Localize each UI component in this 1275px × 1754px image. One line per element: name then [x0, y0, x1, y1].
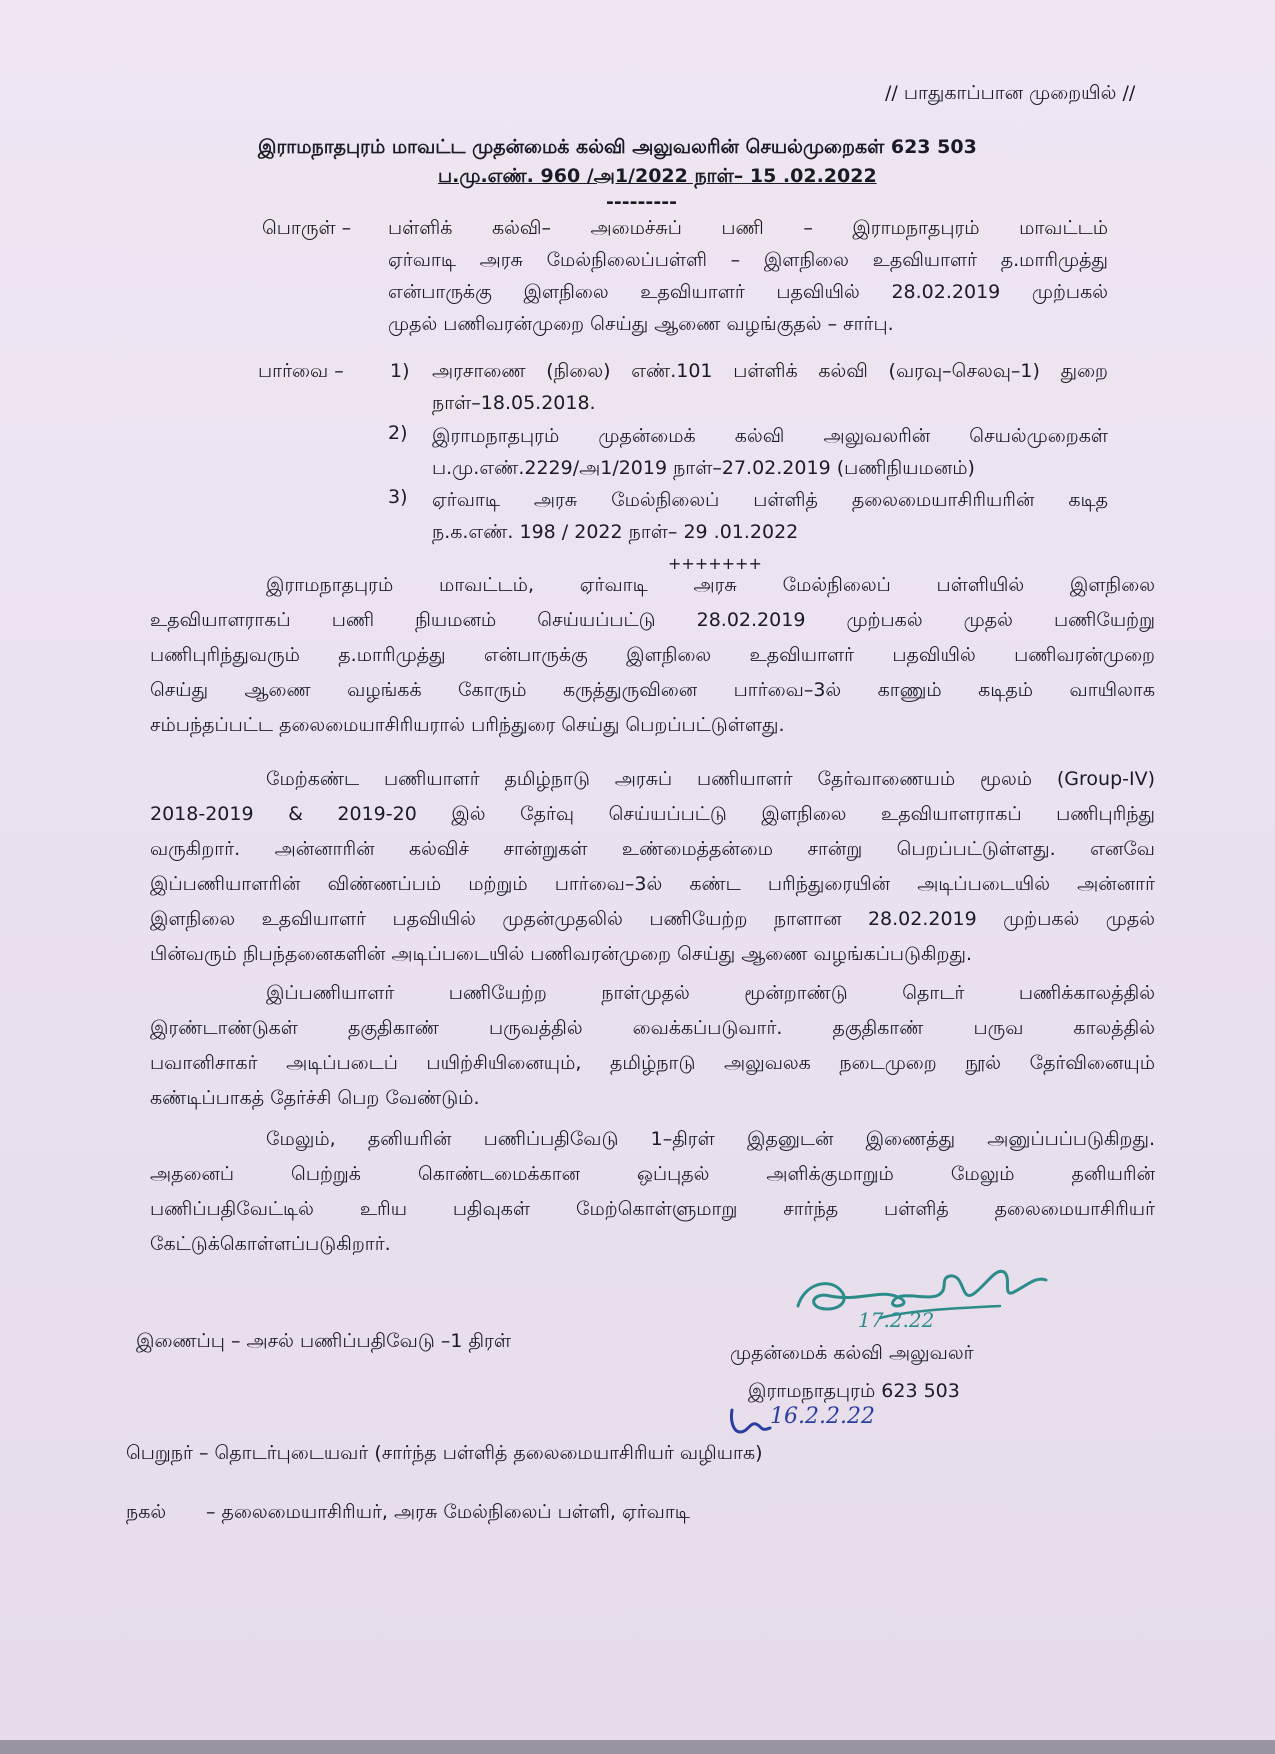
reference-line: அரசாணை (நிலை) எண்.101 பள்ளிக் கல்வி (வரவு–செலவு–1) துறை	[432, 360, 1108, 382]
reference-number: 3)	[388, 486, 408, 508]
copy-recipient: – தலைமையாசிரியர், அரசு மேல்நிலைப் பள்ளி, ஏர்வாடி	[206, 1501, 690, 1523]
paragraph-line: இளநிலை உதவியாளர் பதவியில் முதன்முதலில் பணியேற்ற நாளான 28.02.2019 முற்பகல் முதல்	[150, 908, 1155, 930]
subject-block	[388, 213, 1108, 341]
paragraph-line: இப்பணியாளரின் விண்ணப்பம் மற்றும் பார்வை–3ல் கண்ட பரிந்துரையின் அடிப்படையில் அன்னார்	[150, 873, 1155, 895]
subject-line: பள்ளிக் கல்வி– அமைச்சுப் பணி – இராமநாதபுரம் மாவட்டம்	[388, 217, 1108, 239]
reference-separator: +++++++	[668, 554, 762, 573]
paragraph-line: மேற்கண்ட பணியாளர் தமிழ்நாடு அரசுப் பணியாளர் தேர்வாணையம் மூலம் (Group-IV)	[266, 768, 1155, 790]
subject-label: பொருள் –	[262, 217, 352, 239]
reference-line: ஏர்வாடி அரசு மேல்நிலைப் பள்ளித் தலைமையாசிரியரின் கடித	[432, 489, 1108, 511]
reference-item	[432, 485, 1108, 549]
scan-bottom-edge	[0, 1740, 1275, 1754]
reference-line: இராமநாதபுரம் முதன்மைக் கல்வி அலுவலரின் செயல்முறைகள்	[432, 425, 1108, 447]
reference-number-line: ப.மு.எண். 960 /அ1/2022 நாள்– 15 .02.2022	[438, 165, 877, 187]
signature-date: 17.2.22	[858, 1308, 935, 1332]
paragraph-line: அதனைப் பெற்றுக் கொண்டமைக்கான ஒப்புதல் அளிக்குமாறும் மேலும் தனியரின்	[150, 1163, 1155, 1185]
officer-signature	[790, 1262, 1060, 1342]
reference-number: 1)	[390, 360, 410, 382]
reference-line: ந.க.எண். 198 / 2022 நாள்– 29 .01.2022	[432, 521, 799, 543]
signatory-place: இராமநாதபுரம் 623 503	[748, 1380, 960, 1402]
reference-line: ப.மு.எண்.2229/அ1/2019 நாள்–27.02.2019 (பணிநியமனம்)	[432, 457, 975, 479]
subject-line: ஏர்வாடி அரசு மேல்நிலைப்பள்ளி – இளநிலை உதவியாளர் த.மாரிமுத்து	[388, 249, 1108, 271]
body-paragraph-3	[150, 976, 1155, 1116]
paragraph-line: இப்பணியாளர் பணியேற்ற நாள்முதல் மூன்றாண்டு தொடர் பணிக்காலத்தில்	[266, 982, 1155, 1004]
secure-mark: // பாதுகாப்பான முறையில் //	[885, 82, 1136, 104]
subject-line: முதல் பணிவரன்முறை செய்து ஆணை வழங்குதல் – சார்பு.	[388, 313, 894, 335]
office-heading: இராமநாதபுரம் மாவட்ட முதன்மைக் கல்வி அலுவலரின் செயல்முறைகள் 623 503	[258, 136, 977, 158]
paragraph-line: இராமநாதபுரம் மாவட்டம், ஏர்வாடி அரசு மேல்நிலைப் பள்ளியில் இளநிலை	[266, 574, 1155, 596]
paragraph-line: பணிப்பதிவேட்டில் உரிய பதிவுகள் மேற்கொள்ளுமாறு சார்ந்த பள்ளித் தலைமையாசிரியர்	[150, 1198, 1155, 1220]
reference-line: நாள்–18.05.2018.	[432, 392, 596, 414]
body-paragraph-2	[150, 762, 1155, 972]
references-label: பார்வை –	[258, 360, 344, 382]
reference-item	[432, 421, 1108, 485]
paragraph-line: உதவியாளராகப் பணி நியமனம் செய்யப்பட்டு 28.02.2019 முற்பகல் முதல் பணியேற்று	[150, 609, 1155, 631]
paragraph-line: பவானிசாகர் அடிப்படைப் பயிற்சியினையும், தமிழ்நாடு அலுவலக நடைமுறை நூல் தேர்வினையும்	[150, 1052, 1155, 1074]
enclosure-note: இணைப்பு – அசல் பணிப்பதிவேடு –1 திரள்	[136, 1330, 512, 1352]
paragraph-line: இரண்டாண்டுகள் தகுதிகாண் பருவத்தில் வைக்கப்படுவார். தகுதிகாண் பருவ காலத்தில்	[150, 1017, 1155, 1039]
received-date-note: 16.2.2.22	[770, 1404, 875, 1429]
paragraph-line: 2018-2019 & 2019-20 இல் தேர்வு செய்யப்பட்டு இளநிலை உதவியாளராகப் பணிபுரிந்து	[150, 803, 1155, 825]
paragraph-line: செய்து ஆணை வழங்கக் கோரும் கருத்துருவினை பார்வை–3ல் காணும் கடிதம் வாயிலாக	[150, 679, 1155, 701]
copy-label: நகல்	[126, 1501, 167, 1523]
paragraph-line: பின்வரும் நிபந்தனைகளின் அடிப்படையில் பணிவரன்முறை செய்து ஆணை வழங்கப்படுகிறது.	[150, 943, 973, 965]
received-initial	[726, 1402, 926, 1442]
body-paragraph-4	[150, 1122, 1155, 1262]
paragraph-line: வருகிறார். அன்னாரின் கல்விச் சான்றுகள் உண்மைத்தன்மை சான்று பெறப்பட்டுள்ளது. எனவே	[150, 838, 1155, 860]
recipient-line: பெறுநர் – தொடர்புடையவர் (சார்ந்த பள்ளித் தலைமையாசிரியர் வழியாக)	[126, 1442, 763, 1464]
paragraph-line: சம்பந்தப்பட்ட தலைமையாசிரியரால் பரிந்துரை செய்து பெறப்பட்டுள்ளது.	[150, 714, 785, 736]
subject-line: என்பாருக்கு இளநிலை உதவியாளர் பதவியில் 28.02.2019 முற்பகல்	[388, 281, 1108, 303]
paragraph-line: கண்டிப்பாகத் தேர்ச்சி பெற வேண்டும்.	[150, 1087, 480, 1109]
signatory-title: முதன்மைக் கல்வி அலுவலர்	[730, 1342, 974, 1364]
paragraph-line: கேட்டுக்கொள்ளப்படுகிறார்.	[150, 1233, 391, 1255]
paragraph-line: பணிபுரிந்துவரும் த.மாரிமுத்து என்பாருக்கு இளநிலை உதவியாளர் பதவியில் பணிவரன்முறை	[150, 644, 1155, 666]
body-paragraph-1	[150, 568, 1155, 743]
reference-number: 2)	[388, 422, 408, 444]
heading-rule: ---------	[606, 191, 677, 213]
paragraph-line: மேலும், தனியரின் பணிப்பதிவேடு 1–திரள் இதனுடன் இணைத்து அனுப்பப்படுகிறது.	[266, 1128, 1155, 1150]
reference-item	[432, 356, 1108, 420]
